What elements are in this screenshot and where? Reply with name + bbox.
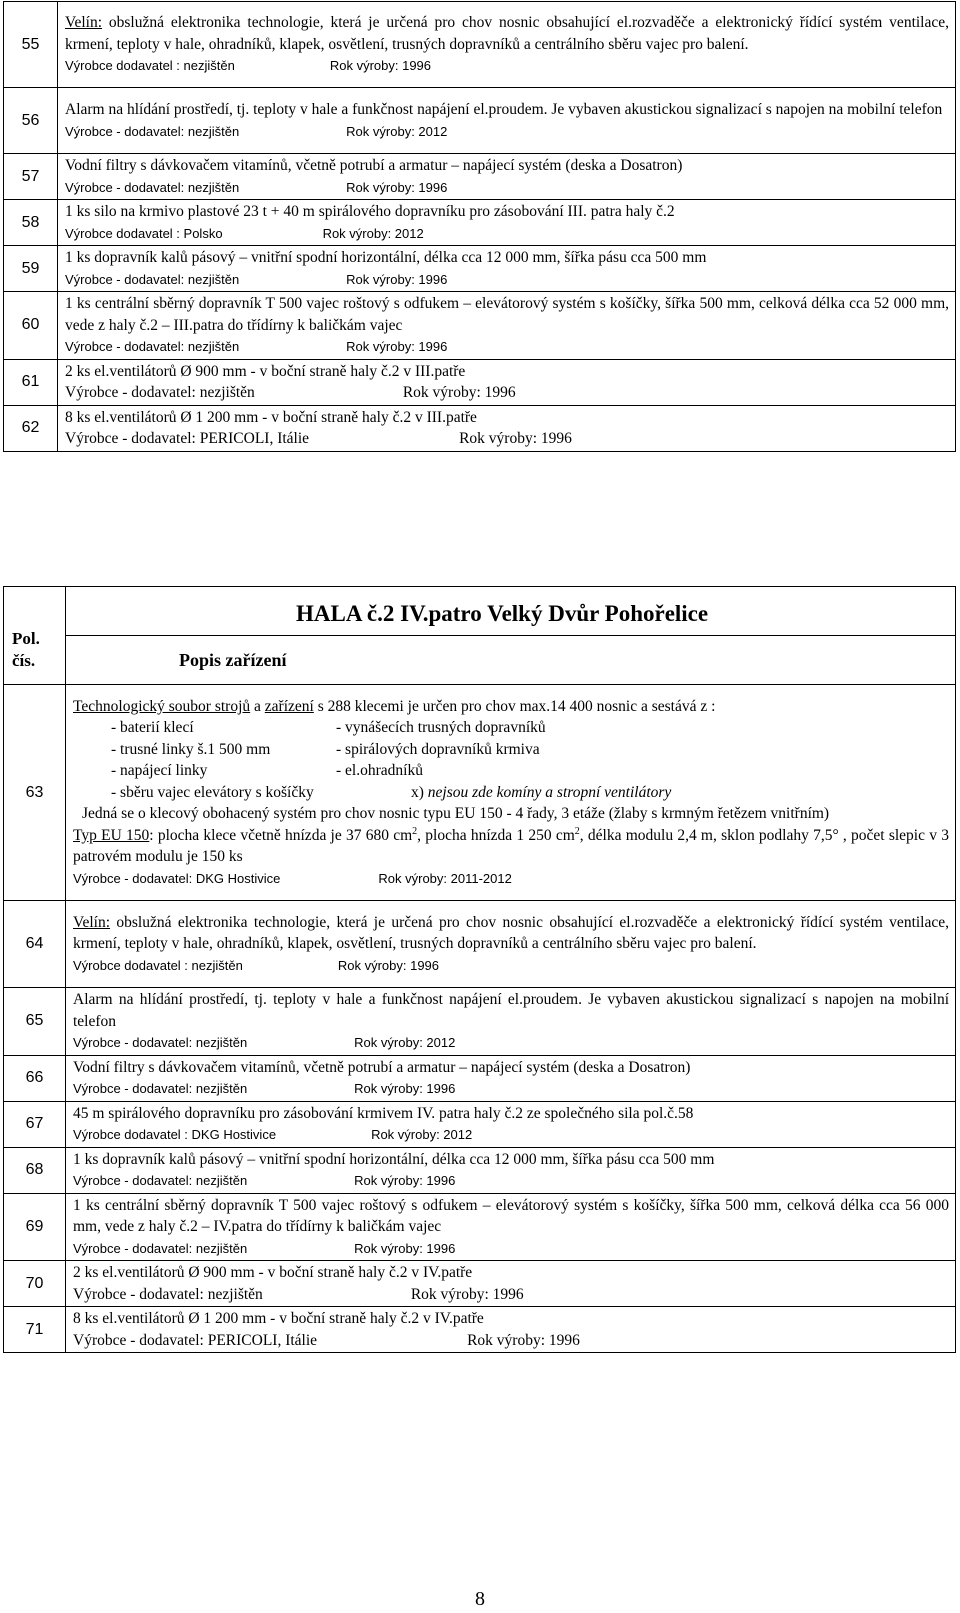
row-number: 66 <box>4 1055 66 1101</box>
row-number: 58 <box>4 200 58 246</box>
row-description <box>66 1261 956 1307</box>
year-of-manufacture: Rok výroby: 1996 <box>467 1331 580 1349</box>
manufacturer-label: Výrobce - dodavatel: <box>65 339 188 354</box>
row-description <box>58 2 956 88</box>
table-title <box>66 587 956 636</box>
equipment-table-hall-4 <box>3 586 956 1353</box>
description-text: , plocha hnízda 1 250 cm <box>417 826 575 844</box>
row-number: 64 <box>4 901 66 988</box>
table-row <box>4 1055 956 1101</box>
year-of-manufacture: Rok výroby: 1996 <box>354 1240 456 1256</box>
row-description <box>66 1193 956 1261</box>
manufacturer-label: Výrobce - dodavatel: <box>65 123 188 139</box>
manufacturer-value: DKG Hostivice <box>195 870 281 886</box>
table-row <box>4 1193 956 1261</box>
year-of-manufacture: Rok výroby: 2012 <box>354 1035 456 1050</box>
row-description <box>66 685 956 901</box>
table-row <box>4 292 956 360</box>
manufacturer-label: Výrobce dodavatel : <box>73 1127 192 1142</box>
manufacturer-value: nezjištěn <box>195 1035 248 1050</box>
description-text: : plocha klece včetně hnízda je 37 680 cm <box>149 826 413 844</box>
description-text: s 288 klecemi je určen pro chov max.14 400 nosnic a sestává z : <box>313 697 716 715</box>
table-row <box>4 1147 956 1193</box>
year-of-manufacture: Rok výroby: 1996 <box>337 957 440 973</box>
year-of-manufacture: Rok výroby: 1996 <box>346 339 448 354</box>
description-text: obslužná elektronika technologie, která je určená pro chov nosnic obsahující el.rozvaděče a elektronický řídící systém ventilace, krmení, teploty v hale, ohradníků, klapek, osvětlení, trusných dopravníků a centrálního sběru vajec pro balení. <box>73 913 949 953</box>
table-row <box>4 154 956 200</box>
row-number: 69 <box>4 1193 66 1261</box>
row-description <box>66 901 956 988</box>
table-row <box>4 1261 956 1307</box>
manufacturer-value: nezjištěn <box>195 1173 248 1188</box>
description-text: Vodní filtry s dávkovačem vitamínů, včetně potrubí a armatur – napájecí systém (deska a Dosatron) <box>65 157 683 174</box>
superscript: 2 <box>412 825 418 837</box>
row-description <box>66 1101 956 1147</box>
table-header-row <box>4 587 956 636</box>
description-text: 1 ks centrální sběrný dopravník T 500 vajec roštový s odfukem – elevátorový systém s košíčky, šířka 500 mm, celková délka cca 56 000 mm, vede z haly č.2 – IV.patra do třídírny k baličkám vajec <box>73 1196 949 1235</box>
manufacturer: Výrobce - dodavatel: PERICOLI, Itálie <box>65 430 310 447</box>
description-text: obslužná elektronika technologie, která je určená pro chov nosnic obsahující el.rozvaděče a elektronický řídící systém ventilace, krmení, teploty v hale, ohradníků, klapek, osvětlení, trusných dopravníků a centrálního sběru vajec pro balení. <box>65 14 949 53</box>
table-row <box>4 988 956 1056</box>
row-description <box>58 359 956 405</box>
manufacturer-label: Výrobce - dodavatel: <box>73 870 196 886</box>
row-number: 55 <box>4 2 58 88</box>
manufacturer-label: Výrobce - dodavatel: <box>65 271 188 287</box>
year-of-manufacture: Rok výroby: 1996 <box>329 58 432 74</box>
description-text: 45 m spirálového dopravníku pro zásobování krmivem IV. patra haly č.2 ze společného sila pol.č.58 <box>73 1104 694 1122</box>
year-of-manufacture: Rok výroby: 2012 <box>371 1127 473 1142</box>
component-item: - baterií klecí <box>111 719 194 737</box>
manufacturer-value: nezjištěn <box>195 1240 248 1256</box>
manufacturer: Výrobce - dodavatel: nezjištěn <box>73 1285 263 1303</box>
description-text: 2 ks el.ventilátorů Ø 900 mm - v boční straně haly č.2 v IV.patře <box>73 1264 473 1281</box>
year-of-manufacture: Rok výroby: 1996 <box>459 430 572 447</box>
row-number: 67 <box>4 1101 66 1147</box>
row-description <box>58 200 956 246</box>
manufacturer-value: nezjištěn <box>191 957 243 973</box>
manufacturer-value: Polsko <box>183 225 223 241</box>
manufacturer-value: nezjištěn <box>183 58 235 74</box>
year-of-manufacture: Rok výroby: 1996 <box>402 384 516 401</box>
description-underlined: Technologický soubor strojů <box>73 697 251 715</box>
row-number: 63 <box>4 685 66 901</box>
row-number: 62 <box>4 405 58 451</box>
description-text: 8 ks el.ventilátorů Ø 1 200 mm - v boční straně haly č.2 v IV.patře <box>73 1310 484 1327</box>
table-row <box>4 359 956 405</box>
description-text: 2 ks el.ventilátorů Ø 900 mm - v boční straně haly č.2 v III.patře <box>65 362 466 380</box>
manufacturer-value: nezjištěn <box>187 123 240 139</box>
row-number: 61 <box>4 359 58 405</box>
hall-title: HALA č.2 IV.patro Velký Dvůr Pohořelice <box>296 601 709 626</box>
manufacturer-value: nezjištěn <box>187 271 240 287</box>
superscript: 2 <box>574 825 580 837</box>
manufacturer-value: nezjištěn <box>195 1081 248 1096</box>
table-row <box>4 1101 956 1147</box>
description-underlined: Velín: <box>73 913 111 931</box>
row-description <box>58 88 956 154</box>
row-description <box>66 1147 956 1193</box>
row-description <box>58 246 956 292</box>
row-description <box>58 154 956 200</box>
description-text: 8 ks el.ventilátorů Ø 1 200 mm - v boční straně haly č.2 v III.patře <box>65 408 477 426</box>
year-of-manufacture: Rok výroby: 2011-2012 <box>378 870 512 886</box>
row-number: 65 <box>4 988 66 1056</box>
description-text: 1 ks dopravník kalů pásový – vnitřní spodní horizontální, délka cca 12 000 mm, šířka pásu cca 500 mm <box>65 249 707 266</box>
table-row <box>4 685 956 901</box>
description-underlined: Velín: <box>65 14 103 32</box>
year-of-manufacture: Rok výroby: 1996 <box>346 271 448 287</box>
component-item: - sběru vajec elevátory s košíčky <box>111 783 314 801</box>
year-of-manufacture: Rok výroby: 2012 <box>346 123 448 139</box>
table-row <box>4 405 956 451</box>
row-number: 68 <box>4 1147 66 1193</box>
component-item: - vynášecích trusných dopravníků <box>336 719 546 737</box>
description-text: Alarm na hlídání prostředí, tj. teploty v hale a funkčnost napájení el.proudem. Je vybaven akustickou signalizací s napojen na mobilní telefon <box>73 991 949 1030</box>
year-of-manufacture: Rok výroby: 1996 <box>354 1173 456 1188</box>
header-position-number: Pol. čís. <box>4 587 66 685</box>
description-text: Vodní filtry s dávkovačem vitamínů, včetně potrubí a armatur – napájecí systém (deska a Dosatron) <box>73 1058 691 1076</box>
table-header-row <box>4 636 956 685</box>
page-number: 8 <box>475 1588 485 1610</box>
manufacturer-value: nezjištěn <box>187 179 240 195</box>
description-text: 1 ks silo na krmivo plastové 23 t + 40 m spirálového dopravníku pro zásobování III. patra haly č.2 <box>65 203 675 220</box>
row-description <box>58 292 956 360</box>
table-row <box>4 88 956 154</box>
manufacturer-label: Výrobce dodavatel : <box>65 58 184 74</box>
description-text: , délka modulu 2,4 m, sklon podlahy 7,5° , počet slepic v 3 patrovém modulu je 150 ks <box>73 826 949 866</box>
component-item: - spirálových dopravníků krmiva <box>336 740 540 758</box>
description-text: 1 ks dopravník kalů pásový – vnitřní spodní horizontální, délka cca 12 000 mm, šířka pásu cca 500 mm <box>73 1150 715 1168</box>
table-row <box>4 901 956 988</box>
row-number: 70 <box>4 1261 66 1307</box>
manufacturer-label: Výrobce - dodavatel: <box>73 1035 196 1050</box>
manufacturer-label: Výrobce - dodavatel: <box>73 1081 196 1096</box>
manufacturer-value: nezjištěn <box>187 339 240 354</box>
year-of-manufacture: Rok výroby: 1996 <box>346 179 448 195</box>
year-of-manufacture: Rok výroby: 1996 <box>354 1081 456 1096</box>
component-item: - napájecí linky <box>111 762 208 780</box>
description-text: Alarm na hlídání prostředí, tj. teploty v hale a funkčnost napájení el.proudem. Je vybaven akustickou signalizací s napojen na mobilní telefon <box>65 101 943 118</box>
year-of-manufacture: Rok výroby: 1996 <box>410 1285 524 1303</box>
row-number: 71 <box>4 1307 66 1353</box>
description-text: Jedná se o klecový obohacený systém pro chov nosnic typu EU 150 - 4 řady, 3 etáže (žlaby s krmným řetězem vnitřním) <box>82 805 830 823</box>
equipment-table-hall-3 <box>3 1 956 452</box>
row-description <box>66 1307 956 1353</box>
manufacturer: Výrobce - dodavatel: PERICOLI, Itálie <box>73 1331 318 1349</box>
description-text: a <box>250 697 265 715</box>
header-description <box>66 636 956 685</box>
table-row <box>4 2 956 88</box>
manufacturer-label: Výrobce dodavatel : <box>73 957 192 973</box>
row-description <box>58 405 956 451</box>
type-label: Typ EU 150 <box>73 826 150 844</box>
component-item: - el.ohradníků <box>336 762 423 780</box>
footnote-text: nejsou zde komíny a stropní ventilátory <box>427 783 672 801</box>
row-number: 60 <box>4 292 58 360</box>
row-number: 59 <box>4 246 58 292</box>
table-row <box>4 200 956 246</box>
year-of-manufacture: Rok výroby: 2012 <box>322 225 424 241</box>
description-column-header: Popis zařízení <box>179 649 287 670</box>
table-row <box>4 1307 956 1353</box>
manufacturer-label: Výrobce - dodavatel: <box>73 1173 196 1188</box>
description-text: 1 ks centrální sběrný dopravník T 500 vajec roštový s odfukem – elevátorový systém s košíčky, šířka 500 mm, celková délka cca 52 000 mm, vede z haly č.2 – III.patra do třídírny k baličkám vajec <box>65 295 949 334</box>
manufacturer: Výrobce - dodavatel: nezjištěn <box>65 384 255 401</box>
manufacturer-label: Výrobce - dodavatel: <box>73 1240 196 1256</box>
row-number: 56 <box>4 88 58 154</box>
row-description <box>66 1055 956 1101</box>
footnote-marker: x) <box>411 783 428 801</box>
row-description <box>66 988 956 1056</box>
manufacturer-label: Výrobce - dodavatel: <box>65 179 188 195</box>
manufacturer-label: Výrobce dodavatel : <box>65 225 184 241</box>
component-item: - trusné linky š.1 500 mm <box>111 740 271 758</box>
description-underlined: zařízení <box>264 697 314 715</box>
row-number: 57 <box>4 154 58 200</box>
table-row <box>4 246 956 292</box>
manufacturer-value: DKG Hostivice <box>191 1127 277 1142</box>
